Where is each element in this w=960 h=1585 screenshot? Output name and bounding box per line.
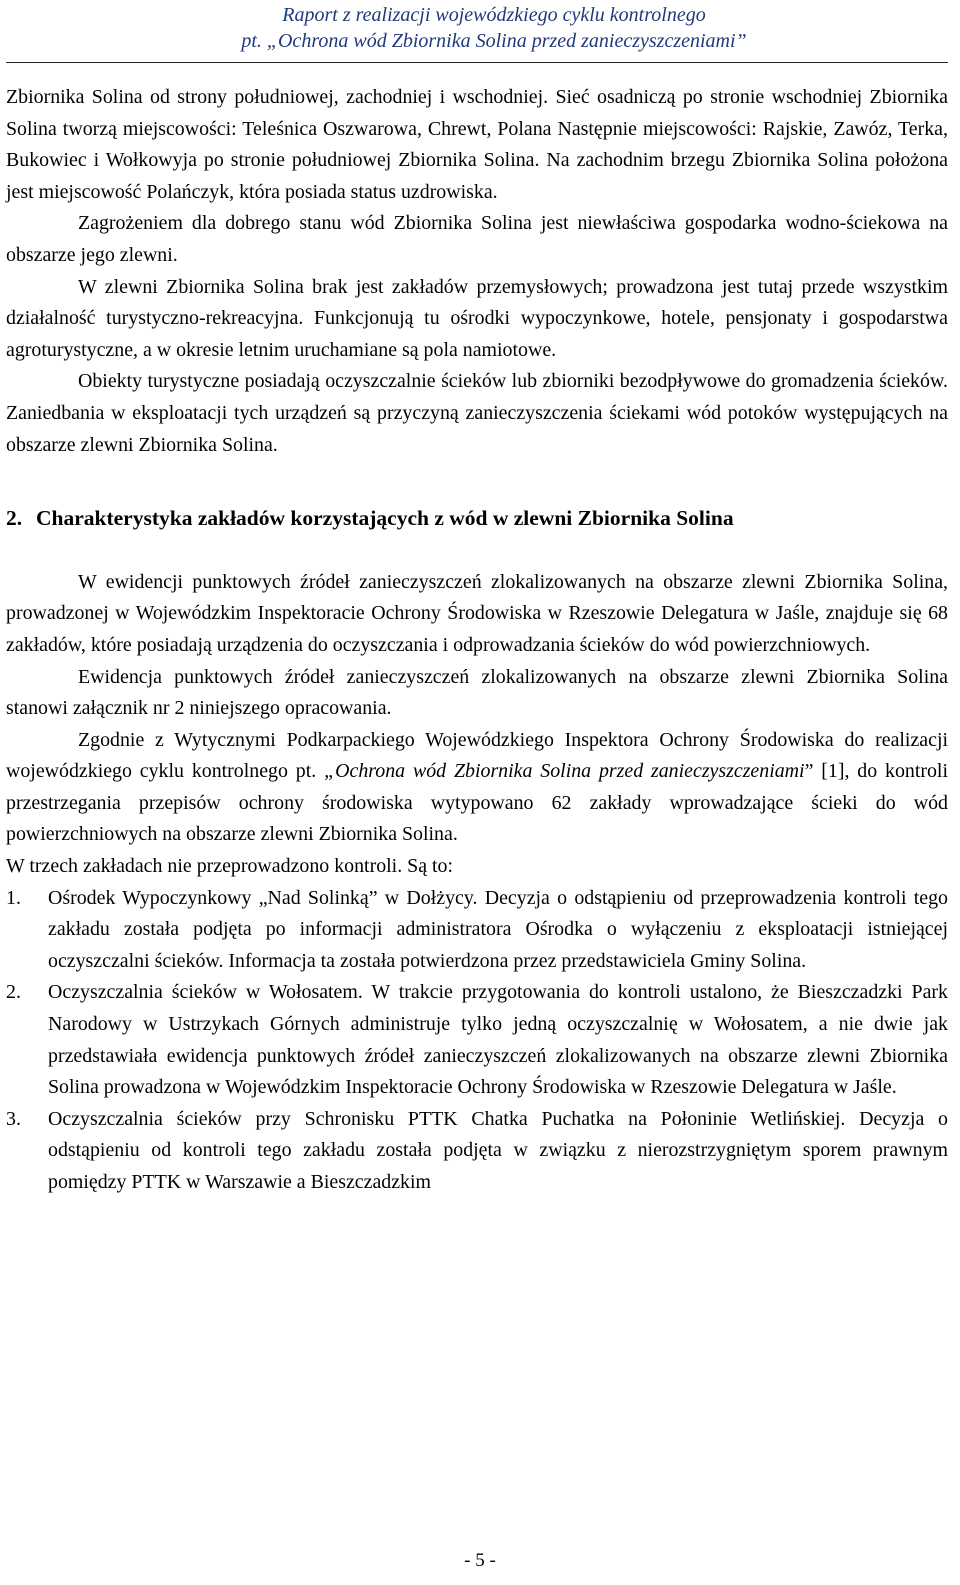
section-number: 2. <box>6 506 23 531</box>
list-intro: W trzech zakładach nie przeprowadzono kontroli. Są to: <box>6 855 453 878</box>
list-item-text: Ośrodek Wypoczynkowy „Nad Solinką” w Dołżycy. Decyzja o odstąpieniu od przeprowadzenia kontroli tego zakładu została podjęta po informacji administratora Ośrodka o wyłączeniu z eksploatacji istniejącej oczyszczalni ścieków. Informacja ta została potwierdzona przez przedstawiciela Gminy Solina. <box>48 886 948 972</box>
list-item <box>6 1104 948 1199</box>
guideline-text-end: ” [1], do kontroli przestrzegania przepisów ochrony środowiska wytypowano 62 zakłady wprowadzające ścieki do wód powierzchniowych na obszarze zlewni Zbiornika Solina. <box>6 760 948 846</box>
list-item-text: Oczyszczalnia ścieków w Wołosatem. W trakcie przygotowania do kontroli ustalono, że Bieszczadzki Park Narodowy w Ustrzykach Górnych administruje tylko jedną oczyszczalnię w Wołosatem, a nie dwie jak przedstawiała ewidencja punktowych źródeł zanieczyszczeń zlokalizowanych na obszarze zlewni Zbiornika Solina prowadzona w Wojewódzkim Inspektoracie Ochrony Środowiska w Rzeszowie Delegatura w Jaśle. <box>48 981 948 1099</box>
paragraph-3: W zlewni Zbiornika Solina brak jest zakładów przemysłowych; prowadzona jest tutaj przede wszystkim działalność turystyczno-rekreacyjna. Funkcjonują tu ośrodki wypoczynkowe, hotele, pensjonaty i gospodarstwa agroturystyczne, a w okresie letnim uruchamiane są pola namiotowe. <box>6 275 948 361</box>
paragraph-2: Zagrożeniem dla dobrego stanu wód Zbiornika Solina jest niewłaściwa gospodarka wodno-ściekowa na obszarze jego zlewni. <box>6 212 948 266</box>
paragraph-7 <box>6 725 948 851</box>
paragraph-6: Ewidencja punktowych źródeł zanieczyszczeń zlokalizowanych na obszarze zlewni Zbiornika Solina stanowi załącznik nr 2 niniejszego opracowania. <box>6 665 948 720</box>
list-item-number: 1. <box>6 886 21 909</box>
document-body <box>6 82 948 1199</box>
numbered-list <box>6 883 948 1199</box>
section-heading <box>6 503 948 535</box>
running-header <box>214 2 774 54</box>
header-line-2: pt. „Ochrona wód Zbiornika Solina przed zanieczyszczeniami” <box>241 30 747 52</box>
paragraph-4: Obiekty turystyczne posiadają oczyszczalnie ścieków lub zbiorniki bezodpływowe do gromadzenia ścieków. Zaniedbania w eksploatacji tych urządzeń są przyczyną zanieczyszczenia ściekami wód potoków występujących na obszarze zlewni Zbiornika Solina. <box>6 370 948 456</box>
list-item-number: 3. <box>6 1107 21 1130</box>
paragraph-5: W ewidencji punktowych źródeł zanieczyszczeń zlokalizowanych na obszarze zlewni Zbiornika Solina, prowadzonej w Wojewódzkim Inspektoracie Ochrony Środowiska w Rzeszowie Delegatura w Jaśle, znajduje się 68 zakładów, które posiadają urządzenia do oczyszczania i odprowadzania ścieków do wód powierzchniowych. <box>6 570 948 656</box>
header-rule <box>6 62 948 63</box>
list-item <box>6 977 948 1103</box>
list-item-text: Oczyszczalnia ścieków przy Schronisku PTTK Chatka Puchatka na Połoninie Wetlińskiej. Decyzja o odstąpieniu od kontroli tego zakładu została podjęta w związku z nierozstrzygniętym sporem prawnym pomiędzy PTTK w Warszawie a Bieszczadzkim <box>48 1107 948 1193</box>
paragraph-1: Zbiornika Solina od strony południowej, zachodniej i wschodniej. Sieć osadniczą po stronie wschodniej Zbiornika Solina tworzą miejscowości: Teleśnica Oszwarowa, Chrewt, Polana Następnie miejscowości: Rajskie, Zawóz, Terka, Bukowiec i Wołkowyja po stronie południowej Zbiornika Solina. Na zachodnim brzegu Zbiornika Solina położona jest miejscowość Polańczyk, która posiada status uzdrowiska. <box>6 86 948 203</box>
guideline-text-start: Zgodnie z Wytycznymi Podkarpackiego Wojewódzkiego Inspektora Ochrony Środowiska do realizacji wojewódzkiego cyklu kontrolnego pt. <box>6 728 948 783</box>
list-item-number: 2. <box>6 981 21 1004</box>
list-item <box>6 883 948 978</box>
guideline-title-italic: „Ochrona wód Zbiornika Solina przed zanieczyszczeniami <box>324 760 805 783</box>
header-line-1: Raport z realizacji wojewódzkiego cyklu kontrolnego <box>282 4 706 26</box>
page-number: - 5 - <box>464 1550 496 1571</box>
section-title: Charakterystyka zakładów korzystających z wód w zlewni Zbiornika Solina <box>36 506 734 531</box>
